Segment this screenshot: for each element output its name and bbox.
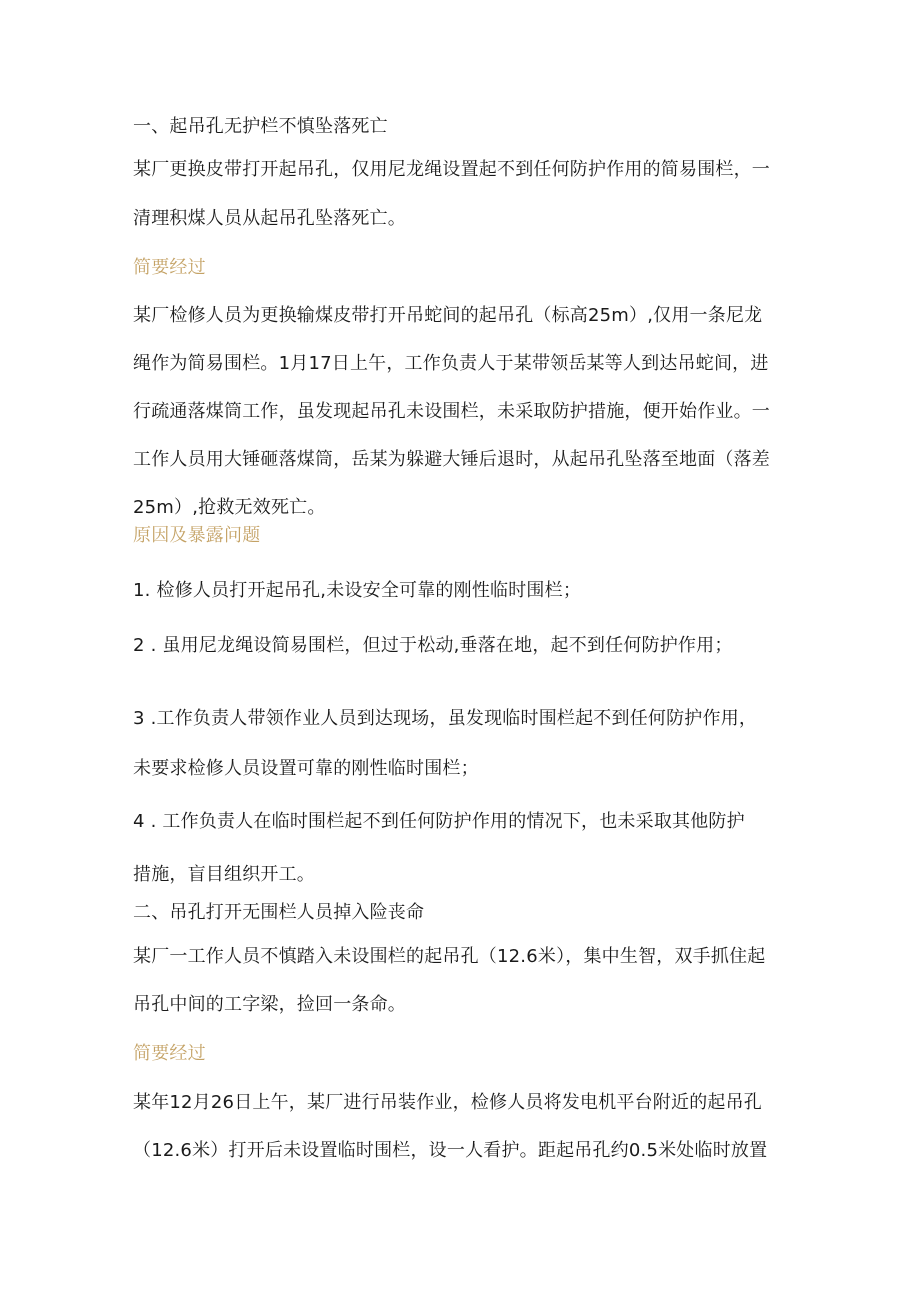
section1-process-line-4: 工作人员用大锤砸落煤筒，岳某为躲避大锤后退时，从起吊孔坠落至地面（落差 (133, 449, 770, 470)
cause-line-3: 3 .工作负责人带领作业人员到达现场，虽发现临时围栏起不到任何防护作用， (133, 708, 758, 729)
section2-process-line-2: （12.6米）打开后未设置临时围栏，设一人看护。距起吊孔约0.5米处临时放置 (133, 1140, 768, 1161)
section2-summary-line-2: 吊孔中间的工字梁，捡回一条命。 (133, 994, 406, 1015)
section1-summary-line-2: 清理积煤人员从起吊孔坠落死亡。 (133, 208, 406, 229)
section1-summary-line-1: 某厂更换皮带打开起吊孔，仅用尼龙绳设置起不到任何防护作用的简易围栏，一 (133, 159, 770, 180)
cause-line-4: 未要求检修人员设置可靠的刚性临时围栏； (133, 758, 479, 779)
cause-line-6: 措施，盲目组织开工。 (133, 864, 315, 885)
section2-title: 二、吊孔打开无围栏人员掉入险丧命 (133, 902, 425, 923)
section1-process-line-2: 绳作为简易围栏。1月17日上午，工作负责人于某带领岳某等人到达吊蛇间，进 (133, 353, 769, 374)
section1-process-line-3: 行疏通落煤筒工作，虽发现起吊孔未设围栏，未采取防护措施，便开始作业。一 (133, 401, 770, 422)
section1-title: 一、起吊孔无护栏不慎坠落死亡 (133, 116, 388, 137)
cause-line-5: 4 . 工作负责人在临时围栏起不到任何防护作用的情况下，也未采取其他防护 (133, 811, 745, 832)
section2-process-line-1: 某年12月26日上午，某厂进行吊装作业，检修人员将发电机平台附近的起吊孔 (133, 1092, 763, 1113)
cause-line-1: 1. 检修人员打开起吊孔,未设安全可靠的刚性临时围栏； (133, 580, 582, 601)
cause-line-2: 2 . 虽用尼龙绳设简易围栏，但过于松动,垂落在地，起不到任何防护作用； (133, 635, 733, 656)
section2-summary-line-1: 某厂一工作人员不慎踏入未设围栏的起吊孔（12.6米），集中生智，双手抓住起 (133, 946, 766, 967)
section1-process-line-1: 某厂检修人员为更换输煤皮带打开吊蛇间的起吊孔（标高25m）,仅用一条尼龙 (133, 305, 763, 326)
section2-process-heading: 简要经过 (133, 1043, 206, 1064)
section1-process-line-5: 25m）,抢救无效死亡。 (133, 497, 326, 518)
section1-cause-heading: 原因及暴露问题 (133, 525, 261, 546)
section1-process-heading: 简要经过 (133, 257, 206, 278)
